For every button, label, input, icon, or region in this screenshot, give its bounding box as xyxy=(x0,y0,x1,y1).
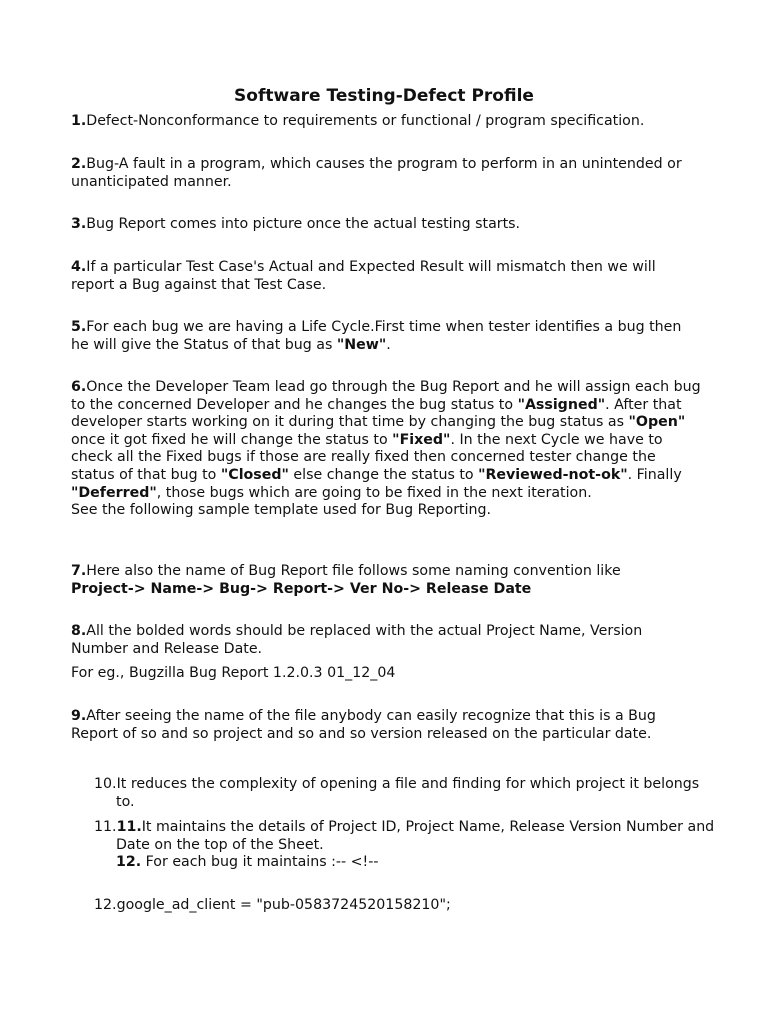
paragraph-text: Once the Developer Team lead go through the Bug Report and he will assign each bug to the concerned Developer and he changes the bug status to xyxy=(71,379,701,413)
item-number: 9. xyxy=(71,708,87,724)
list-item-11-subline xyxy=(116,854,696,872)
paragraph-text: , those bugs which are going to be fixed in the next iteration. xyxy=(156,484,592,501)
item-number: 8. xyxy=(71,623,87,639)
status-assigned: "Assigned" xyxy=(517,396,606,413)
paragraph-text: After seeing the name of the file anybody can easily recognize that this is a Bug Report of so and so project and so and so version released on the particular date. xyxy=(71,708,656,742)
paragraph-4 xyxy=(71,259,701,294)
paragraph-text: All the bolded words should be replaced with the actual Project Name, Version Number and Release Date. xyxy=(71,623,643,657)
list-item-text: It reduces the complexity of opening a file and finding for which project it belongs to. xyxy=(116,776,700,810)
paragraph-text: Bug Report comes into picture once the actual testing starts. xyxy=(86,216,521,232)
item-number: 1. xyxy=(71,113,87,129)
paragraph-text: Bug-A fault in a program, which causes the program to perform in an unintended or unanticipated manner. xyxy=(71,156,682,190)
status-deferred: "Deferred" xyxy=(71,484,157,501)
item-number: 2. xyxy=(71,156,87,172)
page-title: Software Testing-Defect Profile xyxy=(234,86,534,106)
status-open: "Open" xyxy=(628,414,686,431)
list-item-text: It maintains the details of Project ID, Project Name, Release Version Number and Date on the top of the Sheet. xyxy=(116,819,715,853)
status-reviewed-not-ok: "Reviewed-not-ok" xyxy=(478,466,628,483)
list-marker: 12. xyxy=(94,897,117,913)
inline-number: 12. xyxy=(116,854,142,870)
paragraph-text: Here also the name of Bug Report file follows some naming convention like xyxy=(86,563,621,579)
example-line: For eg., Bugzilla Bug Report 1.2.0.3 01_12_04 xyxy=(71,665,396,681)
paragraph-text: Defect-Nonconformance to requirements or functional / program specification. xyxy=(86,113,645,129)
paragraph-1 xyxy=(71,113,701,131)
item-number: 6. xyxy=(71,379,87,395)
status-new: "New" xyxy=(336,336,387,353)
list-marker: 11. xyxy=(94,819,117,835)
status-fixed: "Fixed" xyxy=(392,431,451,448)
paragraph-text: once it got fixed he will change the status to xyxy=(71,431,393,448)
paragraph-text-end: . xyxy=(386,336,391,353)
list-item-12 xyxy=(94,897,716,915)
paragraph-text: See the following sample template used for Bug Reporting. xyxy=(71,502,492,519)
status-closed: "Closed" xyxy=(220,466,289,483)
paragraph-text: . In the next Cycle we have to check all the Fixed bugs if those are really fixed then concerned tester change the status of that bug to xyxy=(71,431,663,483)
item-number: 7. xyxy=(71,563,87,579)
list-item-11 xyxy=(94,819,716,854)
item-number: 3. xyxy=(71,216,87,232)
paragraph-text: . Finally xyxy=(627,466,682,483)
item-number: 5. xyxy=(71,319,87,335)
paragraph-3 xyxy=(71,216,701,234)
list-item-10 xyxy=(94,776,716,811)
paragraph-8 xyxy=(71,623,701,658)
list-item-text: For each bug it maintains :-- <!-- xyxy=(141,854,379,870)
list-marker: 10. xyxy=(94,776,117,792)
paragraph-2 xyxy=(71,156,701,191)
naming-convention: Project-> Name-> Bug-> Report-> Ver No-> Release Date xyxy=(71,580,532,597)
inline-number: 11. xyxy=(116,819,142,835)
item-number: 4. xyxy=(71,259,87,275)
list-item-text: google_ad_client = "pub-0583724520158210"; xyxy=(116,897,451,913)
paragraph-5 xyxy=(71,319,701,354)
paragraph-text: else change the status to xyxy=(288,466,479,483)
paragraph-text: If a particular Test Case's Actual and Expected Result will mismatch then we will report a Bug against that Test Case. xyxy=(71,259,656,293)
paragraph-text: For each bug we are having a Life Cycle.First time when tester identifies a bug then he will give the Status of that bug as xyxy=(71,319,682,353)
paragraph-7 xyxy=(71,563,701,598)
paragraph-text: . After that developer starts working on it during that time by changing the bug status as xyxy=(71,396,682,431)
paragraph-9 xyxy=(71,708,701,743)
paragraph-6 xyxy=(71,379,701,520)
